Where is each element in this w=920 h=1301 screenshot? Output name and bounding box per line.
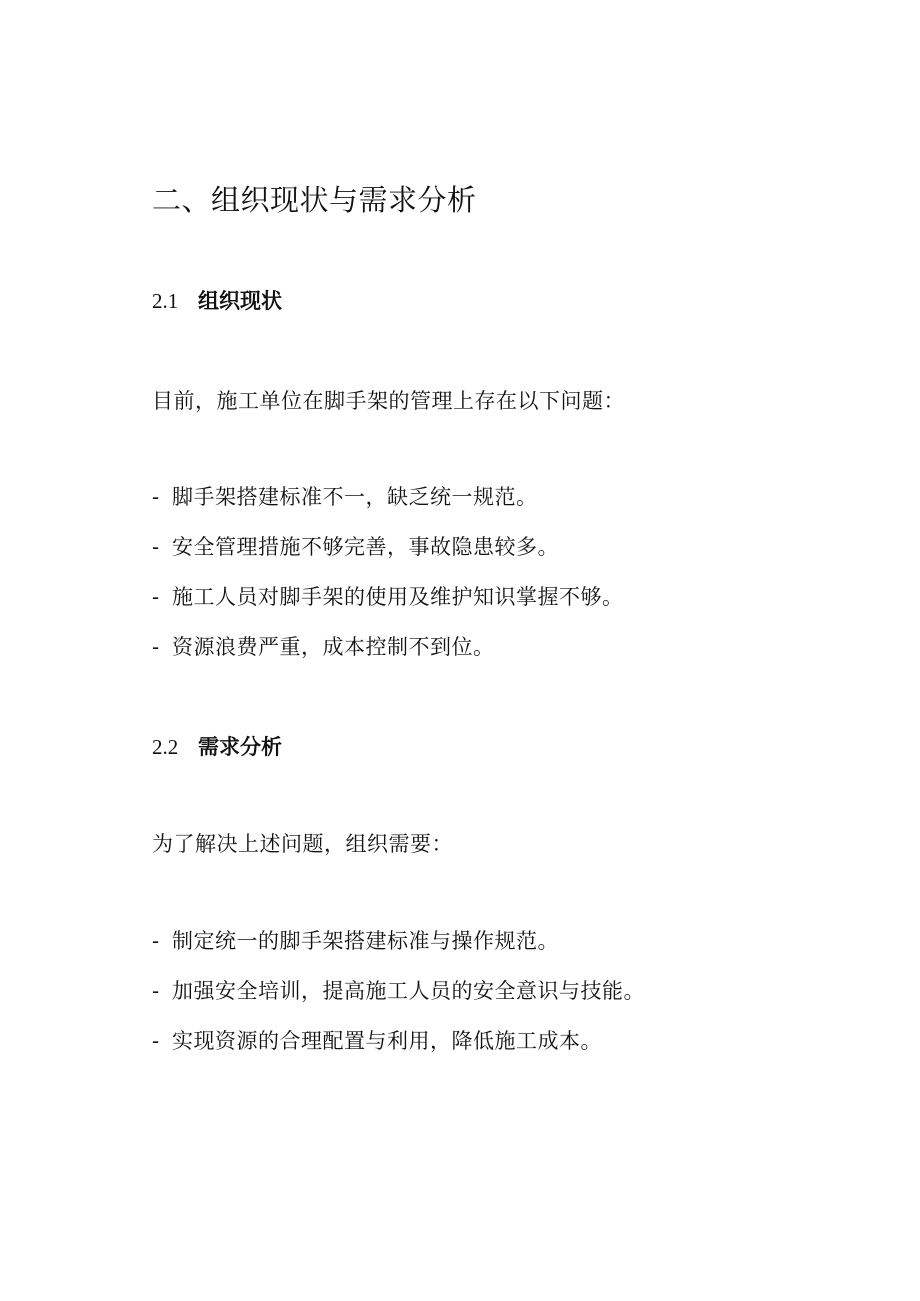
bullet-marker: - [152, 1029, 160, 1053]
bullet-marker: - [152, 929, 160, 953]
bullet-marker: - [152, 979, 160, 1003]
section-title: 二、组织现状与需求分析 [152, 183, 477, 217]
list-item-text: 脚手架搭建标准不一，缺乏统一规范。 [172, 485, 538, 509]
subsection-title: 需求分析 [198, 735, 282, 759]
list-item [152, 1031, 602, 1052]
list-item [152, 931, 559, 952]
subsection-title: 组织现状 [198, 289, 282, 313]
bullet-marker: - [152, 585, 160, 609]
list-item-text: 加强安全培训，提高施工人员的安全意识与技能。 [172, 979, 645, 1003]
list-item-text: 制定统一的脚手架搭建标准与操作规范。 [172, 929, 559, 953]
list-item-text: 资源浪费严重，成本控制不到位。 [172, 635, 495, 659]
list-item-text: 安全管理措施不够完善，事故隐患较多。 [172, 535, 559, 559]
bullet-marker: - [152, 635, 160, 659]
list-item-text: 施工人员对脚手架的使用及维护知识掌握不够。 [172, 585, 624, 609]
subsection-heading-2-2 [152, 737, 282, 758]
list-item [152, 637, 495, 658]
list-item [152, 981, 645, 1002]
subsection-number: 2.1 [152, 289, 179, 313]
subsection-heading-2-1 [152, 291, 282, 312]
list-item [152, 537, 559, 558]
list-item [152, 487, 538, 508]
paragraph-intro-2-1: 目前，施工单位在脚手架的管理上存在以下问题： [152, 389, 625, 413]
paragraph-intro-2-2: 为了解决上述问题，组织需要： [152, 832, 453, 856]
bullet-marker: - [152, 485, 160, 509]
subsection-number: 2.2 [152, 735, 179, 759]
bullet-marker: - [152, 535, 160, 559]
list-item [152, 587, 624, 608]
list-item-text: 实现资源的合理配置与利用，降低施工成本。 [172, 1029, 602, 1053]
